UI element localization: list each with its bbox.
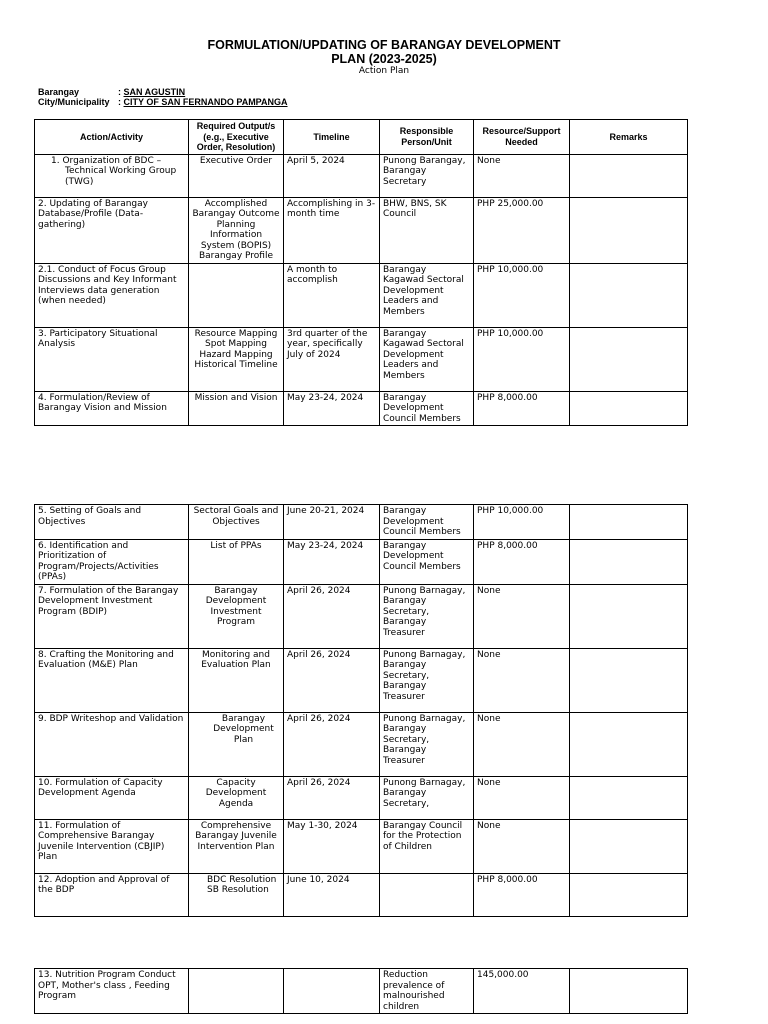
barangay-value: SAN AGUSTIN bbox=[123, 87, 186, 97]
cell-resource: PHP 10,000.00 bbox=[474, 263, 570, 327]
cell-timeline bbox=[284, 969, 380, 1014]
cell-resource: PHP 8,000.00 bbox=[474, 391, 570, 426]
header-timeline: Timeline bbox=[284, 120, 380, 155]
cell-resource: None bbox=[474, 154, 570, 197]
cell-activity: 10. Formulation of Capacity Development Agenda bbox=[35, 776, 189, 819]
cell-timeline: June 20-21, 2024 bbox=[284, 505, 380, 540]
cell-timeline: Accomplishing in 3-month time bbox=[284, 197, 380, 263]
cell-activity: 2. Updating of Barangay Database/Profile (Data-gathering) bbox=[35, 197, 189, 263]
cell-timeline: May 23-24, 2024 bbox=[284, 391, 380, 426]
cell-output: Monitoring and Evaluation Plan bbox=[189, 648, 284, 712]
cell-activity: 8. Crafting the Monitoring and Evaluation (M&E) Plan bbox=[35, 648, 189, 712]
cell-remarks bbox=[570, 969, 688, 1014]
cell-output: Comprehensive Barangay Juvenile Intervention Plan bbox=[189, 819, 284, 873]
table-row bbox=[35, 539, 688, 584]
cell-activity: 13. Nutrition Program Conduct OPT, Mother's class , Feeding Program bbox=[35, 969, 189, 1014]
cell-responsible: Barangay Development Council Members bbox=[380, 505, 474, 540]
cell-responsible: Reduction prevalence of malnourished children bbox=[380, 969, 474, 1014]
cell-output: Capacity Development Agenda bbox=[189, 776, 284, 819]
cell-remarks bbox=[570, 776, 688, 819]
cell-remarks bbox=[570, 873, 688, 916]
cell-resource: None bbox=[474, 648, 570, 712]
cell-activity: 2.1. Conduct of Focus Group Discussions and Key Informant Interviews data generation (when needed) bbox=[35, 263, 189, 327]
cell-output: BDC Resolution SB Resolution bbox=[189, 873, 284, 916]
barangay-separator: : bbox=[118, 87, 121, 97]
header-resource: Resource/Support Needed bbox=[474, 120, 570, 155]
table-row bbox=[35, 712, 688, 776]
cell-responsible: Barangay Development Council Members bbox=[380, 391, 474, 426]
cell-remarks bbox=[570, 712, 688, 776]
cell-resource: None bbox=[474, 712, 570, 776]
cell-remarks bbox=[570, 154, 688, 197]
cell-resource: PHP 10,000.00 bbox=[474, 327, 570, 391]
cell-activity: 1. Organization of BDC – Technical Working Group (TWG) bbox=[35, 154, 189, 197]
cell-remarks bbox=[570, 327, 688, 391]
cell-timeline: June 10, 2024 bbox=[284, 873, 380, 916]
table-row bbox=[35, 819, 688, 873]
cell-responsible: Punong Barnagay, Barangay Secretary, Barangay Treasurer bbox=[380, 648, 474, 712]
table-row bbox=[35, 327, 688, 391]
cell-output bbox=[189, 969, 284, 1014]
table-row bbox=[35, 391, 688, 426]
cell-remarks bbox=[570, 584, 688, 648]
cell-timeline: May 1-30, 2024 bbox=[284, 819, 380, 873]
cell-activity: 5. Setting of Goals and Objectives bbox=[35, 505, 189, 540]
cell-timeline: April 26, 2024 bbox=[284, 584, 380, 648]
cell-resource: PHP 25,000.00 bbox=[474, 197, 570, 263]
cell-activity: 11. Formulation of Comprehensive Barangay Juvenile Intervention (CBJIP) Plan bbox=[35, 819, 189, 873]
cell-responsible: Punong Barnagay, Barangay Secretary, bbox=[380, 776, 474, 819]
cell-responsible: Punong Barnagay, Barangay Secretary, Barangay Treasurer bbox=[380, 712, 474, 776]
cell-timeline: May 23-24, 2024 bbox=[284, 539, 380, 584]
header-remarks: Remarks bbox=[570, 120, 688, 155]
cell-responsible: Punong Barnagay, Barangay Secretary, Barangay Treasurer bbox=[380, 584, 474, 648]
action-plan-table-page1 bbox=[34, 119, 688, 426]
table-row bbox=[35, 263, 688, 327]
cell-remarks bbox=[570, 263, 688, 327]
cell-activity: 6. Identification and Prioritization of Program/Projects/Activities (PPAs) bbox=[35, 539, 189, 584]
cell-timeline: 3rd quarter of the year, specifically July of 2024 bbox=[284, 327, 380, 391]
header-output: Required Output/s (e.g., Executive Order, Resolution) bbox=[189, 120, 284, 155]
cell-responsible: Barangay Development Council Members bbox=[380, 539, 474, 584]
table-row bbox=[35, 648, 688, 712]
cell-timeline: April 26, 2024 bbox=[284, 648, 380, 712]
cell-output: Executive Order bbox=[189, 154, 284, 197]
cell-responsible: BHW, BNS, SK Council bbox=[380, 197, 474, 263]
cell-remarks bbox=[570, 539, 688, 584]
document-subtitle: Action Plan bbox=[358, 66, 410, 76]
cell-resource: 145,000.00 bbox=[474, 969, 570, 1014]
cell-remarks bbox=[570, 505, 688, 540]
cell-resource: PHP 10,000.00 bbox=[474, 505, 570, 540]
cell-responsible: Barangay Council for the Protection of Children bbox=[380, 819, 474, 873]
cell-output: Mission and Vision bbox=[189, 391, 284, 426]
cell-activity: 3. Participatory Situational Analysis bbox=[35, 327, 189, 391]
cell-timeline: April 26, 2024 bbox=[284, 776, 380, 819]
cell-resource: PHP 8,000.00 bbox=[474, 539, 570, 584]
cell-activity: 12. Adoption and Approval of the BDP bbox=[35, 873, 189, 916]
city-value: CITY OF SAN FERNANDO PAMPANGA bbox=[123, 97, 288, 107]
table-row bbox=[35, 776, 688, 819]
cell-resource: PHP 8,000.00 bbox=[474, 873, 570, 916]
cell-output: Barangay Development Plan bbox=[189, 712, 284, 776]
cell-remarks bbox=[570, 197, 688, 263]
cell-output: Accomplished Barangay Outcome Planning Information System (BOPIS) Barangay Profile bbox=[189, 197, 284, 263]
cell-output bbox=[189, 263, 284, 327]
table-row bbox=[35, 154, 688, 197]
cell-resource: None bbox=[474, 584, 570, 648]
barangay-label: Barangay bbox=[38, 87, 80, 97]
cell-remarks bbox=[570, 819, 688, 873]
action-plan-table-page3 bbox=[34, 968, 688, 1014]
cell-output: Barangay Development Investment Program bbox=[189, 584, 284, 648]
cell-remarks bbox=[570, 391, 688, 426]
table-header-row bbox=[35, 120, 688, 155]
cell-activity: 9. BDP Writeshop and Validation bbox=[35, 712, 189, 776]
action-plan-table-page2 bbox=[34, 504, 688, 917]
cell-activity: 4. Formulation/Review of Barangay Vision and Mission bbox=[35, 391, 189, 426]
cell-timeline: A month to accomplish bbox=[284, 263, 380, 327]
cell-responsible: Punong Barangay, Barangay Secretary bbox=[380, 154, 474, 197]
cell-responsible: Barangay Kagawad Sectoral Development Leaders and Members bbox=[380, 327, 474, 391]
table-row bbox=[35, 197, 688, 263]
cell-timeline: April 26, 2024 bbox=[284, 712, 380, 776]
cell-resource: None bbox=[474, 776, 570, 819]
city-separator: : bbox=[118, 97, 121, 107]
cell-resource: None bbox=[474, 819, 570, 873]
document-title-line2: PLAN (2023-2025) bbox=[331, 52, 437, 66]
cell-responsible: Barangay Kagawad Sectoral Development Leaders and Members bbox=[380, 263, 474, 327]
header-activity: Action/Activity bbox=[35, 120, 189, 155]
table-row bbox=[35, 969, 688, 1014]
document-title: FORMULATION/UPDATING OF BARANGAY DEVELOPMENT bbox=[207, 38, 561, 52]
table-row bbox=[35, 505, 688, 540]
cell-output: List of PPAs bbox=[189, 539, 284, 584]
cell-remarks bbox=[570, 648, 688, 712]
header-responsible: Responsible Person/Unit bbox=[380, 120, 474, 155]
cell-timeline: April 5, 2024 bbox=[284, 154, 380, 197]
cell-output: Sectoral Goals and Objectives bbox=[189, 505, 284, 540]
table-row bbox=[35, 584, 688, 648]
cell-responsible bbox=[380, 873, 474, 916]
cell-output: Resource Mapping Spot Mapping Hazard Mapping Historical Timeline bbox=[189, 327, 284, 391]
cell-activity: 7. Formulation of the Barangay Development Investment Program (BDIP) bbox=[35, 584, 189, 648]
table-row bbox=[35, 873, 688, 916]
city-info bbox=[38, 97, 288, 108]
city-label: City/Municipality bbox=[38, 97, 110, 107]
